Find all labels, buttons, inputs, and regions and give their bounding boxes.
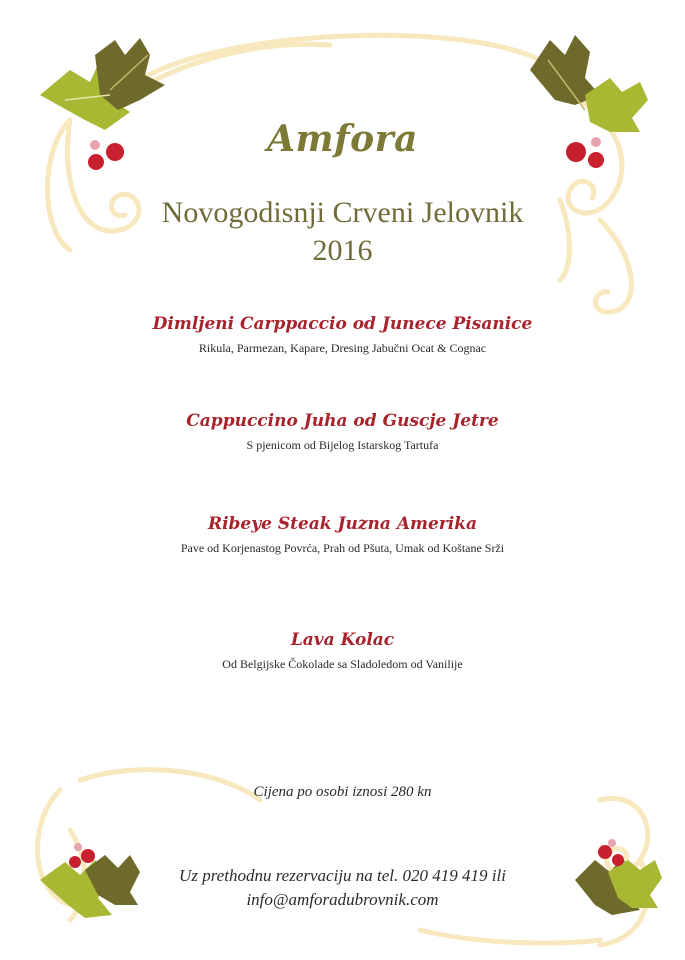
swirl-icon — [38, 35, 648, 945]
course-name: Lava Kolac — [290, 630, 395, 650]
course-item — [0, 514, 685, 556]
course-item — [0, 411, 685, 453]
course-item — [0, 630, 685, 672]
restaurant-logo: Amfora — [267, 118, 418, 160]
reservation-email[interactable]: info@amforadubrovnik.com — [246, 890, 439, 909]
berry-icon — [598, 839, 624, 866]
reservation-phone: Uz prethodnu rezervaciju na tel. 020 419 419 ili — [179, 866, 506, 885]
course-name: Ribeye Steak Juzna Amerika — [207, 514, 478, 534]
course-description: Od Belgijske Čokolade sa Sladoledom od Vanilije — [222, 657, 463, 671]
course-name: Cappuccino Juha od Guscje Jetre — [186, 411, 499, 431]
reservation-info — [0, 864, 685, 912]
menu-title — [0, 194, 685, 270]
price-note: Cijena po osobi iznosi 280 kn — [253, 784, 432, 800]
course-description: S pjenicom od Bijelog Istarskog Tartufa — [246, 438, 439, 452]
menu-title-line1: Novogodisnji Crveni Jelovnik — [161, 196, 524, 229]
course-name: Dimljeni Carppaccio od Junece Pisanice — [152, 314, 533, 334]
holly-icon — [40, 38, 165, 130]
course-description: Pave od Korjenastog Povrća, Prah od Pšuta, Umak od Koštane Srži — [180, 541, 505, 555]
menu-title-year: 2016 — [312, 234, 373, 267]
course-description: Rikula, Parmezan, Kapare, Dresing Jabučni Ocat & Cognac — [198, 341, 487, 355]
course-item — [0, 314, 685, 356]
